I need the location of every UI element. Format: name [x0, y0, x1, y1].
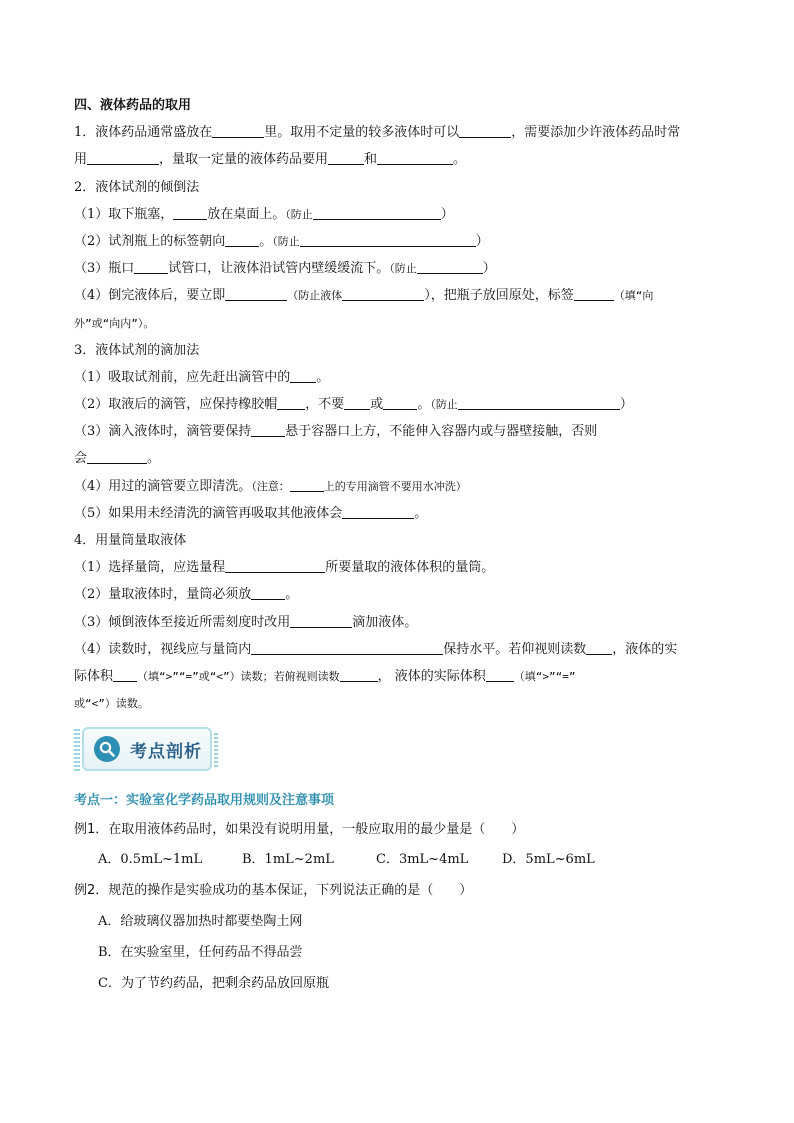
blank[interactable]: [212, 123, 264, 138]
item4-4-cont2: 或“<”）读数。: [74, 697, 149, 711]
blank[interactable]: [251, 422, 285, 437]
item4-4: （4）读数时，视线应与量筒内 保持水平。若仰视则读数 ，液体的实: [74, 641, 678, 657]
blank[interactable]: [225, 286, 287, 301]
banner-frame: [82, 727, 212, 771]
example1-options: [74, 845, 724, 875]
blank[interactable]: [113, 667, 137, 682]
blank[interactable]: [344, 395, 370, 410]
blank[interactable]: [87, 449, 147, 464]
example2-question: 例2．规范的操作是实验成功的基本保证，下列说法正确的是（ ）: [74, 882, 473, 898]
example2-option-b[interactable]: B．在实验室里，任何药品不得品尝: [98, 944, 303, 960]
blank[interactable]: [342, 286, 424, 301]
item3-title: 3．液体试剂的滴加法: [74, 342, 200, 358]
item4-3: （3）倾倒液体至接近所需刻度时改用 滴加液体。: [74, 614, 418, 630]
item2-4-cont: 外”或“向内”）。: [74, 316, 155, 330]
item4-2: （2）量取液体时，量筒必须放 。: [74, 587, 299, 603]
blank[interactable]: [586, 640, 612, 655]
blank[interactable]: [173, 205, 207, 220]
example2-option-a[interactable]: A．给玻璃仪器加热时都要垫陶土网: [98, 913, 303, 929]
item2-3: （3）瓶口 试管口，让液体沿试管内壁缓缓流下。（防止 ）: [74, 261, 496, 277]
blank[interactable]: [290, 613, 352, 628]
item3-3-cont: 会 。: [74, 451, 161, 467]
item2-1: （1）取下瓶塞， 放在桌面上。（防止 ）: [74, 206, 454, 222]
section-heading: 四、液体药品的取用: [74, 98, 192, 113]
item2-2: （2）试剂瓶上的标签朝向 。（防止 ）: [74, 233, 489, 249]
blank[interactable]: [340, 667, 378, 682]
item3-1: （1）吸取试剂前，应先赶出滴管中的 。: [74, 369, 330, 385]
example2-option-c[interactable]: C．为了节约药品，把剩余药品放回原瓶: [98, 975, 329, 991]
blank[interactable]: [290, 368, 316, 383]
banner-title: 考点剖析: [130, 741, 202, 762]
blank[interactable]: [458, 395, 620, 410]
blank[interactable]: [486, 667, 514, 682]
blank[interactable]: [328, 150, 364, 165]
search-icon: [94, 736, 120, 762]
blank[interactable]: [417, 259, 483, 274]
item2-title: 2．液体试剂的倾倒法: [74, 179, 200, 195]
item1-line2: 用 ，量取一定量的液体药品要用 和 。: [74, 152, 467, 168]
blank[interactable]: [377, 150, 453, 165]
item2-4: （4）倒完液体后，要立即 （防止液体 ），把瓶子放回原处，标签 （填“向: [74, 288, 654, 304]
banner-stripe-right: [214, 733, 218, 767]
item3-2: （2）取液后的滴管，应保持橡胶帽 ，不要 或 。（防止 ）: [74, 397, 633, 413]
item3-4: （4）用过的滴管要立即清洗。（注意： 上的专用滴管不要用水冲洗）: [74, 478, 467, 494]
blank[interactable]: [251, 585, 285, 600]
blank[interactable]: [383, 395, 417, 410]
topic-heading: 考点一：实验室化学药品取用规则及注意事项: [74, 793, 335, 809]
item4-1: （1）选择量筒，应选量程 所要量取的液体体积的量筒。: [74, 560, 495, 576]
blank[interactable]: [277, 395, 305, 410]
blank[interactable]: [342, 504, 414, 519]
banner-stripe: [74, 729, 80, 771]
option-c[interactable]: C．3mL~4mL: [376, 851, 469, 867]
blank[interactable]: [574, 286, 614, 301]
option-d[interactable]: D．5mL~6mL: [502, 851, 595, 867]
option-b[interactable]: B．1mL~2mL: [242, 851, 334, 867]
banner-box: [74, 727, 216, 773]
blank[interactable]: [313, 205, 441, 220]
item4-title: 4．用量筒量取液体: [74, 533, 187, 548]
blank[interactable]: [290, 477, 324, 492]
item4-4-cont: 际体积 （填“>”“=”或“<”）读数；若俯视则读数 ， 液体的实际体积 （填“>”“=”: [74, 668, 576, 684]
blank[interactable]: [251, 640, 443, 655]
item3-3: （3）滴入液体时，滴管要保持 悬于容器口上方，不能伸入容器内或与器壁接触，否则: [74, 424, 598, 440]
worksheet-page: [74, 92, 724, 999]
blank[interactable]: [225, 558, 325, 573]
section-banner: [74, 717, 724, 803]
item1-line1: 1．液体药品通常盛放在 里。取用不定量的较多液体时可以 ，需要添加少许液体药品时常: [74, 125, 681, 141]
blank[interactable]: [459, 123, 511, 138]
blank[interactable]: [225, 232, 259, 247]
blank[interactable]: [300, 232, 476, 247]
blank[interactable]: [87, 150, 159, 165]
example1-question: 例1．在取用液体药品时，如果没有说明用量，一般应取用的最少量是（ ）: [74, 821, 525, 837]
item3-5: （5）如果用未经清洗的滴管再吸取其他液体会 。: [74, 505, 428, 521]
blank[interactable]: [134, 259, 168, 274]
option-a[interactable]: A．0.5mL~1mL: [98, 851, 203, 867]
